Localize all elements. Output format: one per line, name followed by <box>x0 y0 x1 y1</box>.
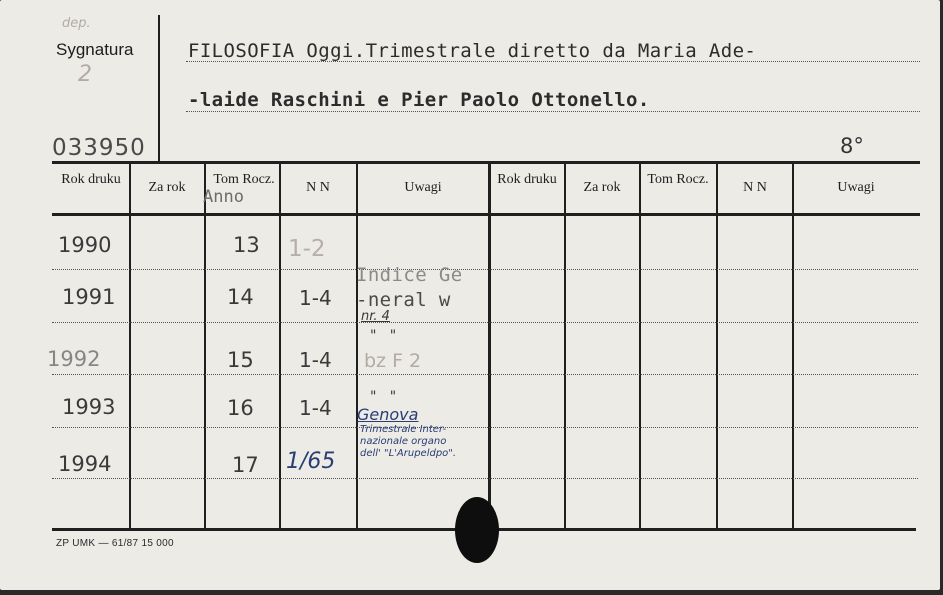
row-nn: 1-4 <box>299 396 332 420</box>
title-dotline-1 <box>186 61 920 62</box>
header-uwagi-left: Uwagi <box>404 180 442 195</box>
row-tom: 16 <box>227 396 254 420</box>
col-line <box>279 163 281 529</box>
pencil-dep-note: dep. <box>62 16 91 31</box>
print-code: ZP UMK — 61/87 15 000 <box>56 538 174 549</box>
header-za-rok-left: Za rok <box>148 180 186 195</box>
header-rok-druku-right: Rok druku <box>497 172 557 187</box>
row-nn: 1-4 <box>299 348 332 372</box>
header-nn-right: N N <box>743 180 767 195</box>
note-handwritten-description <box>360 424 456 460</box>
col-line <box>716 163 718 529</box>
table-header-rule <box>52 213 920 216</box>
typed-overprint-anno: Anno <box>203 187 244 207</box>
col-line <box>564 163 566 529</box>
note-ditto-mark: " " <box>370 328 397 344</box>
header-nn-left: N N <box>306 180 330 195</box>
note-nr4: nr. 4 <box>361 309 390 324</box>
note-line: Trimestrale Inter- <box>360 424 447 435</box>
header-tom-rocz-left: Tom Rocz. <box>213 172 275 187</box>
header-rok-druku-left: Rok druku <box>61 172 121 187</box>
row-tom: 14 <box>227 285 254 309</box>
format-size: 8° <box>840 134 864 158</box>
row-dotline <box>52 478 918 479</box>
row-nn: 1-4 <box>299 286 332 310</box>
note-pencil-bzf2: bz F 2 <box>364 350 422 372</box>
row-year: 1993 <box>62 395 116 419</box>
table-top-rule <box>52 161 920 164</box>
header-za-rok-right: Za rok <box>583 180 621 195</box>
row-tom: 15 <box>227 348 254 372</box>
row-dotline <box>52 322 918 323</box>
col-line <box>356 163 358 529</box>
note-genova: Genova <box>357 405 419 424</box>
col-line <box>129 163 131 529</box>
title-line-1: FILOSOFIA Oggi.Trimestrale diretto da Maria Ade- <box>188 40 757 62</box>
header-tom-rocz-right: Tom Rocz. <box>647 172 709 187</box>
row-year: 1994 <box>58 452 112 476</box>
pencil-number-note: 2 <box>78 62 92 87</box>
row-year: 1990 <box>58 233 112 257</box>
row-dotline <box>52 427 918 428</box>
note-line: nazionale organo <box>360 436 447 447</box>
row-dotline <box>52 374 918 375</box>
col-line <box>204 163 206 529</box>
title-dotline-2 <box>186 111 920 112</box>
note-ditto-mark: " " <box>370 389 397 405</box>
sygnatura-label: Sygnatura <box>56 40 134 59</box>
note-line: dell' "L'Arupeldpo". <box>360 448 457 459</box>
row-year: 1991 <box>62 285 116 309</box>
sygnatura-divider <box>158 15 160 163</box>
punch-hole <box>455 497 499 563</box>
title-line-2: -laide Raschini e Pier Paolo Ottonello. <box>188 89 650 111</box>
col-line <box>639 163 641 529</box>
note-typed-line-1: Indice Ge <box>356 264 463 286</box>
header-uwagi-right: Uwagi <box>837 180 875 195</box>
note-typed-line-2: -neral w <box>356 289 451 311</box>
col-line <box>792 163 794 529</box>
row-nn: 1-2 <box>288 236 326 262</box>
row-dotline <box>52 269 918 270</box>
row-tom: 13 <box>233 233 260 257</box>
call-number: 033950 <box>52 135 146 161</box>
col-line-center <box>488 163 491 529</box>
row-nn: 1/65 <box>286 449 336 474</box>
row-year: 1992 <box>47 347 101 371</box>
row-tom: 17 <box>232 453 259 477</box>
